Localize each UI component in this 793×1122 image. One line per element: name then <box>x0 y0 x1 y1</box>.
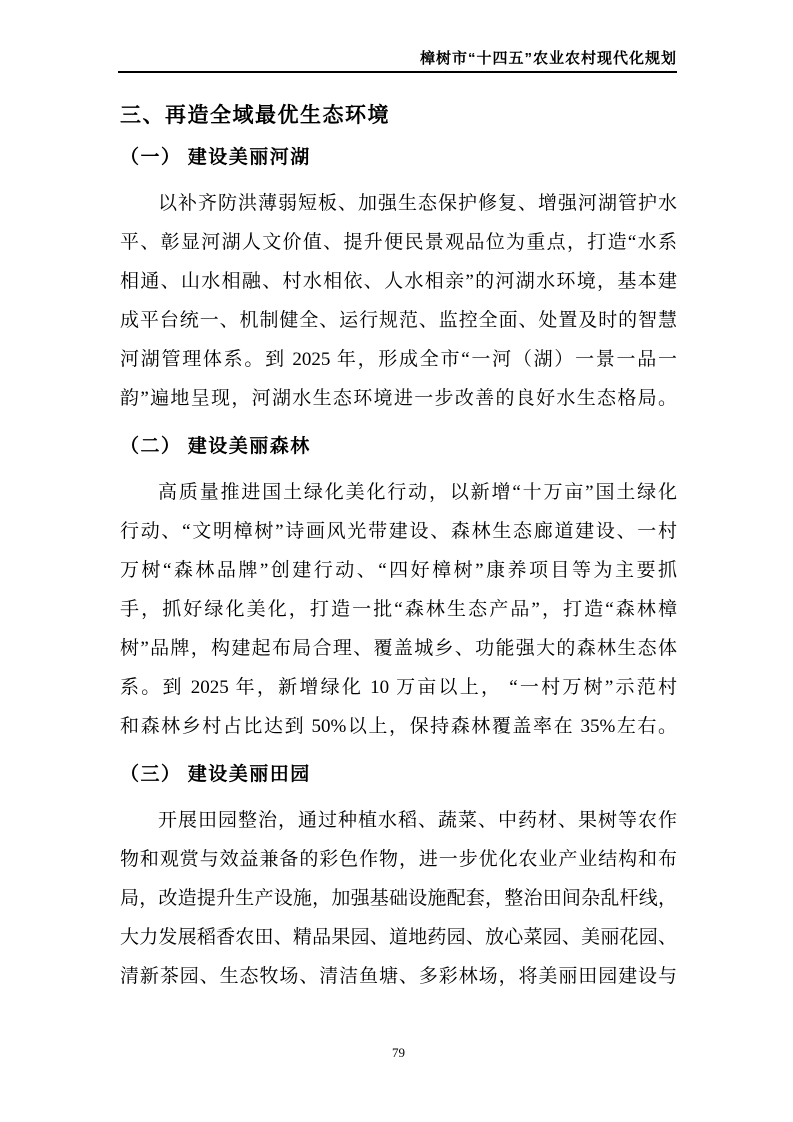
body-line: 成平台统一、机制健全、运行规范、监控全面、处置及时的智慧 <box>120 310 677 331</box>
body-line: 手，抓好绿化美化，打造一批“森林生态产品”，打造“森林樟 <box>120 599 677 620</box>
page-footer <box>120 1044 677 1062</box>
body-line: 相通、山水相融、村水相依、人水相亲”的河湖水环境，基本建 <box>120 271 677 292</box>
body-line: 河湖管理体系。到 2025 年，形成全市“一河（湖）一景一品一 <box>120 349 677 370</box>
page-number: 79 <box>392 1045 405 1060</box>
subsections-container <box>120 145 677 996</box>
paragraph <box>120 801 677 996</box>
paragraph <box>120 473 677 746</box>
subsection-heading: （二） 建设美丽森林 <box>120 436 311 457</box>
document-content <box>120 0 677 996</box>
body-line: 行动、“文明樟树”诗画风光带建设、森林生态廊道建设、一村 <box>120 521 677 542</box>
body-line: 树”品牌，构建起布局合理、覆盖城乡、功能强大的森林生态体 <box>120 638 677 659</box>
body-line: 万树“森林品牌”创建行动、“四好樟树”康养项目等为主要抓 <box>120 560 677 581</box>
body-line: 平、彰显河湖人文价值、提升便民景观品位为重点，打造“水系 <box>120 232 677 253</box>
paragraph <box>120 184 677 418</box>
body-line: 局，改造提升生产设施，加强基础设施配套，整治田间杂乱杆线， <box>120 888 677 909</box>
body-line: 清新茶园、生态牧场、清洁鱼塘、多彩林场，将美丽田园建设与 <box>120 966 677 987</box>
body-line: 物和观赏与效益兼备的彩色作物，进一步优化农业产业结构和布 <box>120 849 677 870</box>
body-line: 以补齐防洪薄弱短板、加强生态保护修复、增强河湖管护水 <box>158 193 677 214</box>
body-line: 高质量推进国土绿化美化行动，以新增“十万亩”国土绿化 <box>158 482 677 503</box>
body-line: 开展田园整治，通过种植水稻、蔬菜、中药材、果树等农作 <box>158 810 677 831</box>
body-line: 大力发展稻香农田、精品果园、道地药园、放心菜园、美丽花园、 <box>120 927 677 948</box>
section-title: 三、再造全域最优生态环境 <box>120 103 390 127</box>
body-line: 系。到 2025 年，新增绿化 10 万亩以上， “一村万树”示范村 <box>120 677 677 698</box>
subsection-heading: （一） 建设美丽河湖 <box>120 147 311 168</box>
header-title: 樟树市“十四五”农业农村现代化规划 <box>419 50 677 67</box>
subsection-heading: （三） 建设美丽田园 <box>120 764 311 785</box>
body-line: 韵”遍地呈现，河湖水生态环境进一步改善的良好水生态格局。 <box>120 388 677 409</box>
body-line: 和森林乡村占比达到 50%以上，保持森林覆盖率在 35%左右。 <box>120 716 677 737</box>
